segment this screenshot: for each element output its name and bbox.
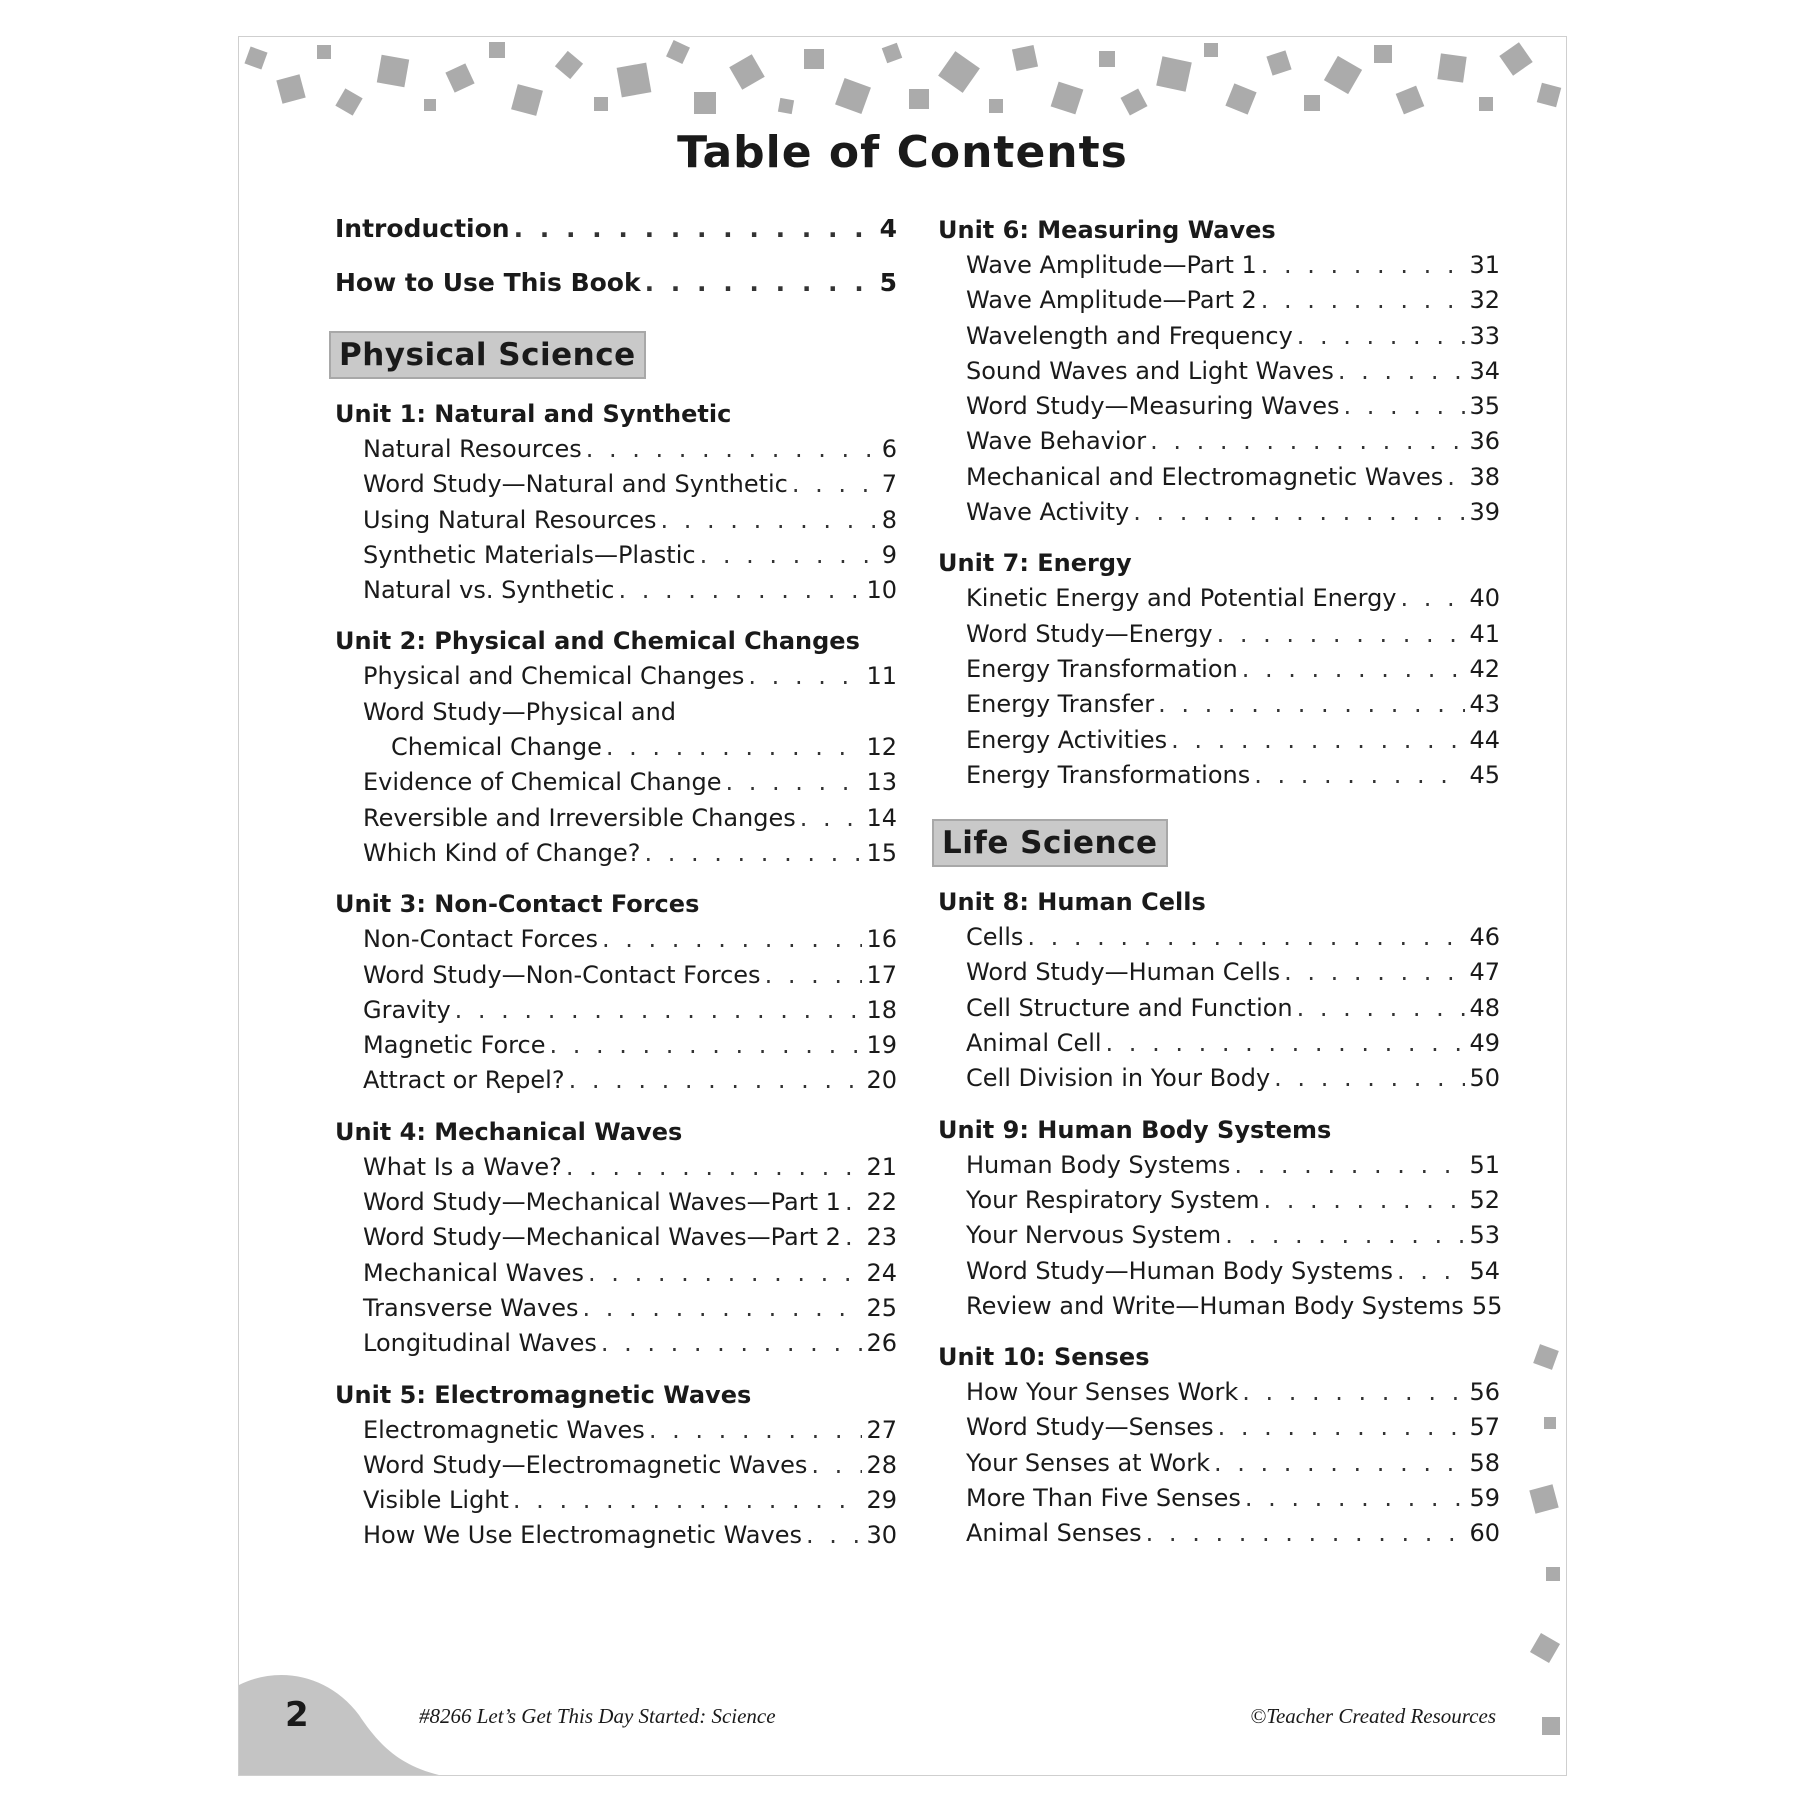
toc-entry-page: 60 bbox=[1469, 1519, 1500, 1548]
toc-entry-page: 15 bbox=[866, 838, 897, 867]
toc-entry bbox=[335, 1220, 897, 1255]
toc-entry-page: 7 bbox=[881, 470, 897, 499]
dot-leader bbox=[645, 267, 876, 299]
toc-entry-label: Natural vs. Synthetic bbox=[363, 576, 615, 605]
toc-entry bbox=[335, 659, 897, 694]
toc-entry bbox=[335, 467, 897, 502]
toc-entry-page: 32 bbox=[1469, 286, 1500, 315]
dot-leader bbox=[549, 1028, 862, 1063]
dot-leader bbox=[1106, 1026, 1466, 1061]
dot-leader bbox=[1397, 1254, 1465, 1289]
toc-entry bbox=[335, 801, 897, 836]
toc-entry bbox=[938, 1183, 1500, 1218]
toc-entry-label: Natural Resources bbox=[363, 435, 582, 463]
dot-leader bbox=[1447, 460, 1465, 495]
dot-leader bbox=[1401, 581, 1466, 616]
toc-entry-page: 34 bbox=[1469, 356, 1500, 385]
toc-entry bbox=[335, 922, 897, 957]
toc-entry: Word Study—Physical and bbox=[363, 697, 677, 726]
dot-leader bbox=[1242, 652, 1466, 687]
dot-leader bbox=[649, 1413, 863, 1448]
dot-leader bbox=[1242, 1375, 1465, 1410]
unit-block bbox=[335, 624, 897, 871]
toc-entry-label: Non-Contact Forces bbox=[363, 925, 598, 954]
toc-entry bbox=[938, 1254, 1500, 1289]
toc-entry bbox=[938, 652, 1500, 687]
dot-leader bbox=[569, 1063, 863, 1098]
toc-entry-label: Electromagnetic Waves bbox=[363, 1415, 645, 1444]
dot-leader bbox=[1225, 1218, 1465, 1253]
toc-entry bbox=[335, 1185, 897, 1220]
toc-entry-page: 56 bbox=[1469, 1378, 1500, 1407]
toc-entry-label: Word Study—Electromagnetic Waves bbox=[363, 1450, 808, 1479]
toc-entry bbox=[335, 1150, 897, 1185]
dot-leader bbox=[618, 573, 862, 608]
toc-entry-label: Wavelength and Frequency bbox=[966, 321, 1293, 350]
unit-block bbox=[335, 1378, 897, 1554]
toc-entry-label: Wave Amplitude—Part 1 bbox=[966, 251, 1257, 279]
toc-entry bbox=[335, 730, 897, 765]
dot-leader bbox=[845, 1220, 863, 1255]
dot-leader bbox=[645, 836, 863, 871]
toc-entry-page: 23 bbox=[866, 1223, 897, 1252]
toc-entry-label: Energy Activities bbox=[966, 725, 1168, 754]
dot-leader bbox=[792, 467, 878, 502]
toc-entry-label: Animal Senses bbox=[966, 1519, 1142, 1548]
toc-entry bbox=[335, 1413, 897, 1448]
dot-leader bbox=[1218, 1410, 1466, 1445]
dot-leader bbox=[513, 1483, 863, 1518]
toc-left-column bbox=[335, 213, 897, 1570]
dot-leader bbox=[1234, 1148, 1465, 1183]
toc-entry-page: 16 bbox=[866, 925, 897, 954]
toc-entry-page: 51 bbox=[1469, 1150, 1500, 1179]
toc-entry-page: 21 bbox=[866, 1152, 897, 1181]
toc-entry-page: 40 bbox=[1469, 584, 1500, 613]
toc-entry-page: 17 bbox=[866, 960, 897, 989]
unit-title: Unit 6: Measuring Waves bbox=[938, 216, 1276, 244]
dot-leader bbox=[1254, 758, 1465, 793]
dot-leader bbox=[601, 1326, 863, 1361]
dot-leader bbox=[1284, 955, 1465, 990]
dot-leader bbox=[1214, 1446, 1465, 1481]
toc-entry-page: 28 bbox=[866, 1450, 897, 1479]
toc-entry-page: 52 bbox=[1469, 1185, 1500, 1214]
toc-entry-page: 22 bbox=[866, 1188, 897, 1217]
toc-entry-page: 49 bbox=[1469, 1029, 1500, 1058]
toc-entry bbox=[335, 1291, 897, 1326]
toc-entry bbox=[335, 765, 897, 800]
unit-title: Unit 8: Human Cells bbox=[938, 888, 1206, 917]
footer-wave-decoration bbox=[239, 1665, 439, 1775]
toc-entry-label: How We Use Electromagnetic Waves bbox=[363, 1521, 802, 1550]
unit-block bbox=[335, 887, 897, 1098]
toc-entry-label: Word Study—Natural and Synthetic bbox=[363, 470, 788, 499]
toc-entry-label: Reversible and Irreversible Changes bbox=[363, 803, 796, 832]
unit-title: Unit 10: Senses bbox=[938, 1343, 1150, 1372]
unit-title: Unit 9: Human Body Systems bbox=[938, 1115, 1332, 1144]
unit-title: Unit 4: Mechanical Waves bbox=[335, 1117, 683, 1146]
toc-entry bbox=[938, 248, 1500, 283]
dot-leader bbox=[1297, 319, 1466, 354]
toc-entry-label: Evidence of Chemical Change bbox=[363, 768, 722, 797]
unit-block bbox=[938, 1340, 1500, 1551]
toc-entry-page: 50 bbox=[1469, 1064, 1500, 1093]
toc-entry-page: 9 bbox=[881, 540, 897, 569]
toc-entry-page: 26 bbox=[866, 1329, 897, 1358]
dot-leader bbox=[1274, 1061, 1465, 1096]
dot-leader bbox=[1264, 1183, 1466, 1218]
dot-leader bbox=[1344, 389, 1466, 424]
toc-entry-label: Chemical Change bbox=[391, 733, 602, 762]
toc-entry-label: Word Study—Human Cells bbox=[966, 958, 1281, 987]
toc-entry-label: Your Nervous System bbox=[966, 1221, 1222, 1250]
toc-entry-label: More Than Five Senses bbox=[966, 1484, 1241, 1513]
toc-entry-label: Animal Cell bbox=[966, 1029, 1102, 1058]
toc-entry bbox=[938, 1375, 1500, 1410]
toc-entry bbox=[938, 1481, 1500, 1516]
toc-entry-label: Wave Amplitude—Part 2 bbox=[966, 286, 1257, 315]
toc-entry-label: Sound Waves and Light Waves bbox=[966, 356, 1334, 385]
toc-entry bbox=[335, 1483, 897, 1518]
toc-entry bbox=[335, 503, 897, 538]
toc-entry-label: Which Kind of Change? bbox=[363, 838, 641, 867]
dot-leader bbox=[1133, 495, 1465, 530]
dot-leader bbox=[1146, 1516, 1466, 1551]
toc-entry-page: 25 bbox=[866, 1293, 897, 1322]
toc-entry-page: 44 bbox=[1469, 725, 1500, 754]
toc-entry bbox=[938, 581, 1500, 616]
toc-entry bbox=[335, 1256, 897, 1291]
section-banner-physical-science: Physical Science bbox=[329, 331, 646, 379]
toc-entry bbox=[938, 1289, 1503, 1324]
toc-entry-label: Using Natural Resources bbox=[363, 505, 657, 534]
toc-entry bbox=[335, 573, 897, 608]
toc-entry-page: 36 bbox=[1469, 427, 1500, 456]
toc-entry bbox=[335, 1063, 897, 1098]
unit-block bbox=[938, 885, 1500, 1096]
dot-leader bbox=[700, 538, 878, 573]
dot-leader bbox=[811, 1448, 862, 1483]
unit-title: Unit 2: Physical and Chemical Changes bbox=[335, 627, 860, 656]
toc-entry-label: Wave Activity bbox=[966, 498, 1130, 527]
dot-leader bbox=[725, 765, 862, 800]
dot-leader bbox=[602, 922, 863, 957]
toc-entry bbox=[938, 460, 1500, 495]
document-page bbox=[238, 36, 1567, 1776]
toc-entry-page: 14 bbox=[866, 803, 897, 832]
toc-entry bbox=[335, 432, 897, 467]
toc-entry-label: Cell Structure and Function bbox=[966, 993, 1293, 1022]
toc-entry-page: 58 bbox=[1469, 1448, 1500, 1477]
toc-entry bbox=[938, 617, 1500, 652]
dot-leader bbox=[1261, 248, 1466, 283]
toc-entry-label: Gravity bbox=[363, 995, 451, 1024]
toc-entry-page: 30 bbox=[866, 1521, 897, 1550]
footer-book-title: #8266 Let’s Get This Day Started: Science bbox=[419, 1704, 776, 1728]
toc-entry-page: 53 bbox=[1469, 1221, 1500, 1250]
toc-entry-label: Mechanical and Electromagnetic Waves bbox=[966, 462, 1444, 491]
dot-leader bbox=[1261, 283, 1466, 318]
toc-entry bbox=[335, 836, 897, 871]
toc-entry bbox=[938, 920, 1500, 955]
toc-entry-label: Energy Transfer bbox=[966, 690, 1155, 719]
toc-entry-page: 35 bbox=[1469, 392, 1500, 421]
dot-leader bbox=[583, 1291, 863, 1326]
toc-entry-label: Word Study—Non-Contact Forces bbox=[363, 960, 761, 989]
dot-leader bbox=[1171, 723, 1465, 758]
toc-entry-label: Word Study—Human Body Systems bbox=[966, 1256, 1394, 1285]
dot-leader bbox=[1158, 687, 1465, 722]
toc-entry-label: Energy Transformation bbox=[966, 654, 1238, 683]
toc-entry-page: 54 bbox=[1469, 1256, 1500, 1285]
toc-entry-label: Mechanical Waves bbox=[363, 1258, 585, 1287]
toc-right-column bbox=[938, 213, 1503, 1568]
toc-entry bbox=[938, 283, 1500, 318]
dot-leader bbox=[606, 730, 863, 765]
toc-entry-page: 48 bbox=[1469, 993, 1500, 1022]
toc-entry-page: 8 bbox=[881, 505, 897, 534]
unit-title: Unit 3: Non-Contact Forces bbox=[335, 890, 700, 919]
toc-entry bbox=[938, 991, 1500, 1026]
toc-entry-page: 12 bbox=[866, 733, 897, 762]
toc-entry-label: Physical and Chemical Changes bbox=[363, 662, 745, 691]
toc-entry bbox=[938, 758, 1500, 793]
dot-leader bbox=[566, 1150, 863, 1185]
toc-entry-label: Kinetic Energy and Potential Energy bbox=[966, 584, 1397, 613]
toc-entry bbox=[335, 1028, 897, 1063]
toc-entry-page: 47 bbox=[1469, 958, 1500, 987]
toc-entry-page: 19 bbox=[866, 1031, 897, 1060]
toc-entry-page: 42 bbox=[1469, 654, 1500, 683]
toc-entry bbox=[938, 1026, 1500, 1061]
toc-entry bbox=[938, 687, 1500, 722]
toc-entry-label: Human Body Systems bbox=[966, 1150, 1231, 1179]
toc-entry-label: How Your Senses Work bbox=[966, 1378, 1239, 1407]
toc-entry-how-to-use: How to Use This Book . . . 5 bbox=[335, 267, 897, 299]
dot-leader bbox=[1338, 354, 1466, 389]
unit-title: Unit 1: Natural and Synthetic bbox=[335, 400, 732, 428]
toc-entry-page: 11 bbox=[866, 662, 897, 691]
toc-entry-page: 20 bbox=[866, 1066, 897, 1095]
toc-entry-page: 43 bbox=[1469, 690, 1500, 719]
dot-leader bbox=[1297, 991, 1466, 1026]
toc-entry-label: What Is a Wave? bbox=[363, 1152, 562, 1181]
toc-entry-label: Synthetic Materials—Plastic bbox=[363, 540, 696, 569]
toc-entry-label: Word Study—Energy bbox=[966, 619, 1213, 648]
dot-leader bbox=[514, 213, 876, 245]
unit-block bbox=[335, 1115, 897, 1362]
toc-entry bbox=[938, 1516, 1500, 1551]
toc-entry bbox=[938, 319, 1500, 354]
toc-entry-label: Wave Behavior bbox=[966, 427, 1147, 456]
toc-entry-page: 31 bbox=[1469, 251, 1500, 279]
confetti-side-decoration bbox=[1526, 1337, 1566, 1767]
unit-block bbox=[938, 213, 1500, 530]
toc-entry-page: 59 bbox=[1469, 1484, 1500, 1513]
dot-leader bbox=[765, 958, 863, 993]
toc-entry-label: Your Respiratory System bbox=[966, 1185, 1260, 1214]
toc-entry-page: 41 bbox=[1469, 619, 1500, 648]
toc-entry-page: 46 bbox=[1469, 923, 1500, 952]
toc-entry bbox=[938, 495, 1500, 530]
toc-entry-page: 38 bbox=[1469, 462, 1500, 491]
unit-block bbox=[335, 397, 897, 608]
toc-entry-page: 29 bbox=[866, 1486, 897, 1515]
unit-title: Unit 7: Energy bbox=[938, 549, 1132, 578]
footer-publisher: ©Teacher Created Resources bbox=[1250, 1704, 1496, 1728]
toc-entry-page: 10 bbox=[866, 576, 897, 605]
toc-entry-label: Cell Division in Your Body bbox=[966, 1064, 1271, 1093]
dot-leader bbox=[588, 1256, 862, 1291]
toc-entry-label: Word Study—Measuring Waves bbox=[966, 392, 1340, 421]
dot-leader bbox=[845, 1185, 863, 1220]
toc-entry bbox=[335, 538, 897, 573]
toc-entry-page: 6 bbox=[881, 435, 897, 463]
unit-block bbox=[938, 1113, 1503, 1324]
dot-leader bbox=[806, 1518, 862, 1553]
toc-entry bbox=[938, 389, 1500, 424]
dot-leader bbox=[748, 659, 862, 694]
page-title: Table of Contents bbox=[677, 127, 1128, 178]
toc-entry-label: Attract or Repel? bbox=[363, 1066, 565, 1095]
toc-entry bbox=[938, 1061, 1500, 1096]
toc-entry-label: Longitudinal Waves bbox=[363, 1329, 597, 1358]
toc-entry-label: Review and Write—Human Body Systems bbox=[966, 1291, 1464, 1320]
toc-entry bbox=[335, 1518, 897, 1553]
dot-leader bbox=[1027, 920, 1465, 955]
dot-leader bbox=[1150, 424, 1465, 459]
toc-entry bbox=[938, 1218, 1500, 1253]
dot-leader bbox=[800, 801, 863, 836]
toc-entry-introduction: Introduction . . . 4 bbox=[335, 213, 897, 245]
toc-entry-page: 33 bbox=[1469, 321, 1500, 350]
toc-entry bbox=[938, 1446, 1500, 1481]
toc-entry bbox=[938, 955, 1500, 990]
toc-entry-label: Energy Transformations bbox=[966, 760, 1251, 789]
unit-block bbox=[938, 546, 1500, 793]
toc-entry bbox=[335, 958, 897, 993]
confetti-border-decoration bbox=[239, 37, 1566, 132]
toc-entry bbox=[335, 993, 897, 1028]
toc-entry-label: Visible Light bbox=[363, 1486, 509, 1515]
toc-entry bbox=[938, 424, 1500, 459]
dot-leader bbox=[586, 432, 878, 467]
toc-entry-label: Word Study—Mechanical Waves—Part 2 bbox=[363, 1223, 841, 1252]
toc-entry-page: 18 bbox=[866, 995, 897, 1024]
toc-entry-page: 24 bbox=[866, 1258, 897, 1287]
toc-entry-page: 13 bbox=[866, 768, 897, 797]
section-banner-life-science: Life Science bbox=[932, 819, 1168, 867]
dot-leader bbox=[455, 993, 863, 1028]
toc-entry-page: 55 bbox=[1471, 1291, 1503, 1320]
dot-leader bbox=[1217, 617, 1466, 652]
dot-leader bbox=[661, 503, 878, 538]
page-number: 2 bbox=[285, 1695, 309, 1735]
toc-entry-label: Word Study—Mechanical Waves—Part 1 bbox=[363, 1188, 841, 1217]
toc-entry-label: Transverse Waves bbox=[363, 1293, 579, 1322]
toc-entry-page: 45 bbox=[1469, 760, 1500, 789]
toc-entry-page: 39 bbox=[1469, 498, 1500, 527]
toc-entry-label: Cells bbox=[966, 923, 1024, 952]
toc-entry bbox=[938, 723, 1500, 758]
toc-entry bbox=[938, 354, 1500, 389]
toc-entry-page: 27 bbox=[866, 1415, 897, 1444]
toc-entry bbox=[938, 1148, 1500, 1183]
unit-title: Unit 5: Electromagnetic Waves bbox=[335, 1380, 752, 1409]
toc-entry-page: 57 bbox=[1469, 1413, 1500, 1442]
toc-entry-label: Word Study—Senses bbox=[966, 1413, 1214, 1442]
toc-entry-label: Magnetic Force bbox=[363, 1031, 546, 1060]
toc-entry bbox=[938, 1410, 1500, 1445]
toc-entry bbox=[335, 1448, 897, 1483]
dot-leader bbox=[1245, 1481, 1466, 1516]
toc-entry-label: Your Senses at Work bbox=[966, 1448, 1210, 1477]
toc-entry bbox=[335, 1326, 897, 1361]
